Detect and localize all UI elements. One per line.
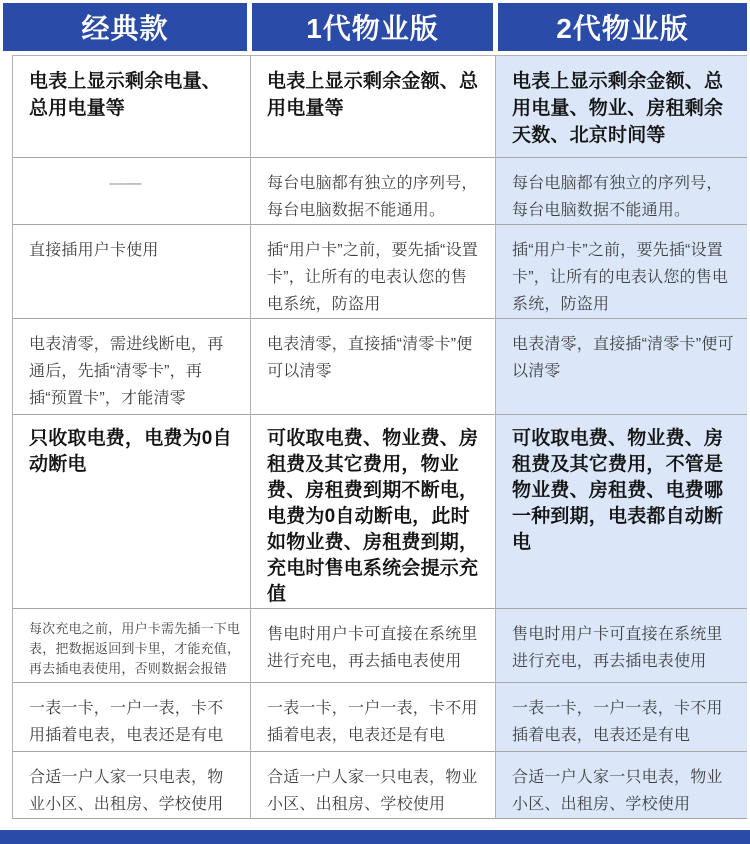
cell-fees-gen2: 可收取电费、物业费、房租费及其它费用，不管是物业费、房租费、电费哪一种到期，电表都自动断电 bbox=[495, 415, 747, 609]
cell-display-gen1: 电表上显示剩余金额、总用电量等 bbox=[250, 56, 495, 158]
header-cell-gen1-property: 1代物业版 bbox=[252, 3, 493, 51]
table-header bbox=[3, 3, 747, 51]
next-section-header-strip bbox=[0, 830, 750, 844]
cell-reset-gen2: 电表清零，直接插“清零卡”便可以清零 bbox=[495, 319, 747, 415]
cell-reset-classic: 电表清零，需进线断电，再通后，先插“清零卡”，再插“预置卡”，才能清零 bbox=[12, 319, 250, 415]
cell-fees-classic: 只收取电费，电费为0自动断电 bbox=[12, 415, 250, 609]
cell-onecard-classic: 一表一卡，一户一表，卡不用插着电表，电表还是有电 bbox=[12, 683, 250, 752]
table-row bbox=[12, 415, 747, 609]
cell-usage-classic: 合适一户人家一只电表，物业小区、出租房、学校使用 bbox=[12, 752, 250, 819]
cell-reset-gen1: 电表清零，直接插“清零卡”便可以清零 bbox=[250, 319, 495, 415]
cell-display-gen2: 电表上显示剩余金额、总用电量、物业、房租剩余天数、北京时间等 bbox=[495, 56, 747, 158]
cell-recharge-classic: 每次充电之前，用户卡需先插一下电表，把数据返回到卡里，才能充值，再去插电表使用，否则数据会报错 bbox=[12, 609, 250, 683]
header-cell-classic: 经典款 bbox=[3, 3, 247, 51]
table-row bbox=[12, 225, 747, 319]
table-body bbox=[12, 55, 747, 819]
cell-onecard-gen1: 一表一卡，一户一表，卡不用插着电表，电表还是有电 bbox=[250, 683, 495, 752]
cell-recharge-gen2: 售电时用户卡可直接在系统里进行充电，再去插电表使用 bbox=[495, 609, 747, 683]
cell-serial-gen1: 每台电脑都有独立的序列号，每台电脑数据不能通用。 bbox=[250, 158, 495, 225]
cell-usercard-classic: 直接插用户卡使用 bbox=[12, 225, 250, 319]
table-row bbox=[12, 609, 747, 683]
table-row bbox=[12, 319, 747, 415]
table-row bbox=[12, 683, 747, 752]
cell-fees-gen1: 可收取电费、物业费、房租费及其它费用，物业费、房租费到期不断电，电费为0自动断电，此时如物业费、房租费到期，充电时售电系统会提示充值 bbox=[250, 415, 495, 609]
header-cell-gen2-property: 2代物业版 bbox=[498, 3, 747, 51]
cell-recharge-gen1: 售电时用户卡可直接在系统里进行充电，再去插电表使用 bbox=[250, 609, 495, 683]
table-row bbox=[12, 56, 747, 158]
cell-serial-gen2: 每台电脑都有独立的序列号，每台电脑数据不能通用。 bbox=[495, 158, 747, 225]
table-row bbox=[12, 752, 747, 819]
table-row bbox=[12, 158, 747, 225]
cell-serial-classic-dash: —— bbox=[12, 158, 250, 225]
cell-usage-gen1: 合适一户人家一只电表，物业小区、出租房、学校使用 bbox=[250, 752, 495, 819]
cell-usercard-gen1: 插“用户卡”之前，要先插“设置卡”，让所有的电表认您的售电系统，防盗用 bbox=[250, 225, 495, 319]
comparison-table-page bbox=[0, 3, 750, 844]
cell-usercard-gen2: 插“用户卡”之前，要先插“设置卡”，让所有的电表认您的售电系统，防盗用 bbox=[495, 225, 747, 319]
cell-display-classic: 电表上显示剩余电量、总用电量等 bbox=[12, 56, 250, 158]
cell-usage-gen2: 合适一户人家一只电表，物业小区、出租房、学校使用 bbox=[495, 752, 747, 819]
cell-onecard-gen2: 一表一卡，一户一表，卡不用插着电表，电表还是有电 bbox=[495, 683, 747, 752]
